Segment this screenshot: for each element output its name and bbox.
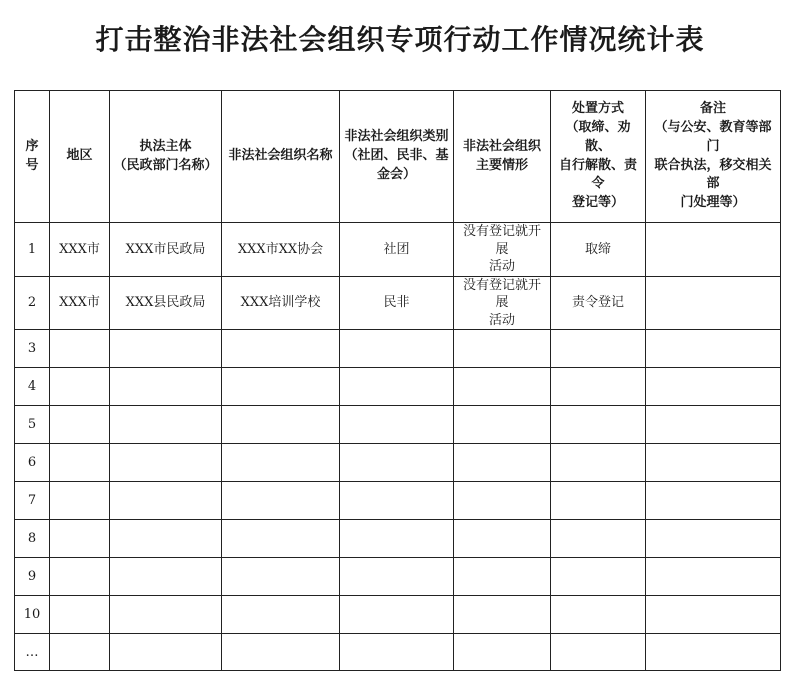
row-seq-cell: 5 (15, 406, 50, 444)
header-remarks: 备注 （与公安、教育等部门 联合执法，移交相关部 门处理等） (646, 91, 781, 223)
region-cell (50, 406, 110, 444)
org-type-cell (340, 596, 454, 634)
org-name-cell (222, 368, 340, 406)
table-row (15, 368, 781, 406)
enforcer-cell (110, 558, 222, 596)
enforcer-cell (110, 520, 222, 558)
org-type-cell (340, 406, 454, 444)
region-cell (50, 558, 110, 596)
table-header-row (15, 91, 781, 223)
region-cell: XXX市 (50, 276, 110, 330)
table-row (15, 596, 781, 634)
table-row (15, 276, 781, 330)
disposal-cell: 责令登记 (551, 276, 646, 330)
remarks-cell (646, 368, 781, 406)
table-row (15, 330, 781, 368)
org-type-cell (340, 330, 454, 368)
row-seq-cell: 3 (15, 330, 50, 368)
region-cell (50, 634, 110, 671)
remarks-cell (646, 223, 781, 277)
enforcer-cell (110, 406, 222, 444)
enforcer-cell (110, 368, 222, 406)
table-row (15, 223, 781, 277)
remarks-cell (646, 330, 781, 368)
situation-cell (454, 330, 551, 368)
disposal-cell (551, 368, 646, 406)
header-enforcer: 执法主体 （民政部门名称） (110, 91, 222, 223)
row-seq-cell: … (15, 634, 50, 671)
disposal-cell: 取缔 (551, 223, 646, 277)
situation-cell (454, 444, 551, 482)
disposal-cell (551, 330, 646, 368)
org-name-cell: XXX培训学校 (222, 276, 340, 330)
org-name-cell (222, 520, 340, 558)
enforcer-cell (110, 330, 222, 368)
row-seq-cell: 9 (15, 558, 50, 596)
org-type-cell (340, 482, 454, 520)
org-type-cell (340, 634, 454, 671)
enforcer-cell (110, 444, 222, 482)
region-cell: XXX市 (50, 223, 110, 277)
table-row (15, 558, 781, 596)
region-cell (50, 330, 110, 368)
enforcer-cell (110, 482, 222, 520)
org-name-cell (222, 406, 340, 444)
disposal-cell (551, 558, 646, 596)
row-seq-cell: 2 (15, 276, 50, 330)
table-row (15, 406, 781, 444)
header-region: 地区 (50, 91, 110, 223)
org-type-cell (340, 444, 454, 482)
disposal-cell (551, 520, 646, 558)
row-seq-cell: 7 (15, 482, 50, 520)
header-org-type: 非法社会组织类别 （社团、民非、基 金会） (340, 91, 454, 223)
document-title: 打击整治非法社会组织专项行动工作情况统计表 (95, 23, 705, 56)
statistics-table (14, 90, 781, 671)
org-name-cell (222, 330, 340, 368)
disposal-cell (551, 596, 646, 634)
table-row (15, 634, 781, 671)
remarks-cell (646, 276, 781, 330)
enforcer-cell (110, 596, 222, 634)
enforcer-cell: XXX县民政局 (110, 276, 222, 330)
situation-cell (454, 482, 551, 520)
remarks-cell (646, 520, 781, 558)
header-org-name: 非法社会组织名称 (222, 91, 340, 223)
table-row (15, 482, 781, 520)
remarks-cell (646, 406, 781, 444)
remarks-cell (646, 558, 781, 596)
enforcer-cell: XXX市民政局 (110, 223, 222, 277)
situation-cell: 没有登记就开展 活动 (454, 223, 551, 277)
region-cell (50, 520, 110, 558)
org-type-cell: 社团 (340, 223, 454, 277)
org-name-cell (222, 634, 340, 671)
disposal-cell (551, 406, 646, 444)
remarks-cell (646, 596, 781, 634)
situation-cell (454, 596, 551, 634)
header-seq: 序 号 (15, 91, 50, 223)
org-type-cell (340, 368, 454, 406)
row-seq-cell: 10 (15, 596, 50, 634)
header-situation: 非法社会组织 主要情形 (454, 91, 551, 223)
remarks-cell (646, 482, 781, 520)
region-cell (50, 368, 110, 406)
org-type-cell: 民非 (340, 276, 454, 330)
org-name-cell: XXX市XX协会 (222, 223, 340, 277)
table-row (15, 444, 781, 482)
situation-cell (454, 368, 551, 406)
header-disposal: 处置方式 （取缔、劝散、 自行解散、责令 登记等） (551, 91, 646, 223)
org-name-cell (222, 596, 340, 634)
region-cell (50, 444, 110, 482)
row-seq-cell: 8 (15, 520, 50, 558)
row-seq-cell: 1 (15, 223, 50, 277)
disposal-cell (551, 634, 646, 671)
situation-cell (454, 520, 551, 558)
org-type-cell (340, 520, 454, 558)
remarks-cell (646, 634, 781, 671)
org-name-cell (222, 444, 340, 482)
situation-cell (454, 406, 551, 444)
region-cell (50, 596, 110, 634)
region-cell (50, 482, 110, 520)
situation-cell (454, 634, 551, 671)
org-name-cell (222, 558, 340, 596)
table-row (15, 520, 781, 558)
situation-cell: 没有登记就开展 活动 (454, 276, 551, 330)
situation-cell (454, 558, 551, 596)
remarks-cell (646, 444, 781, 482)
org-name-cell (222, 482, 340, 520)
disposal-cell (551, 444, 646, 482)
org-type-cell (340, 558, 454, 596)
table-body (15, 223, 781, 671)
row-seq-cell: 4 (15, 368, 50, 406)
row-seq-cell: 6 (15, 444, 50, 482)
enforcer-cell (110, 634, 222, 671)
disposal-cell (551, 482, 646, 520)
